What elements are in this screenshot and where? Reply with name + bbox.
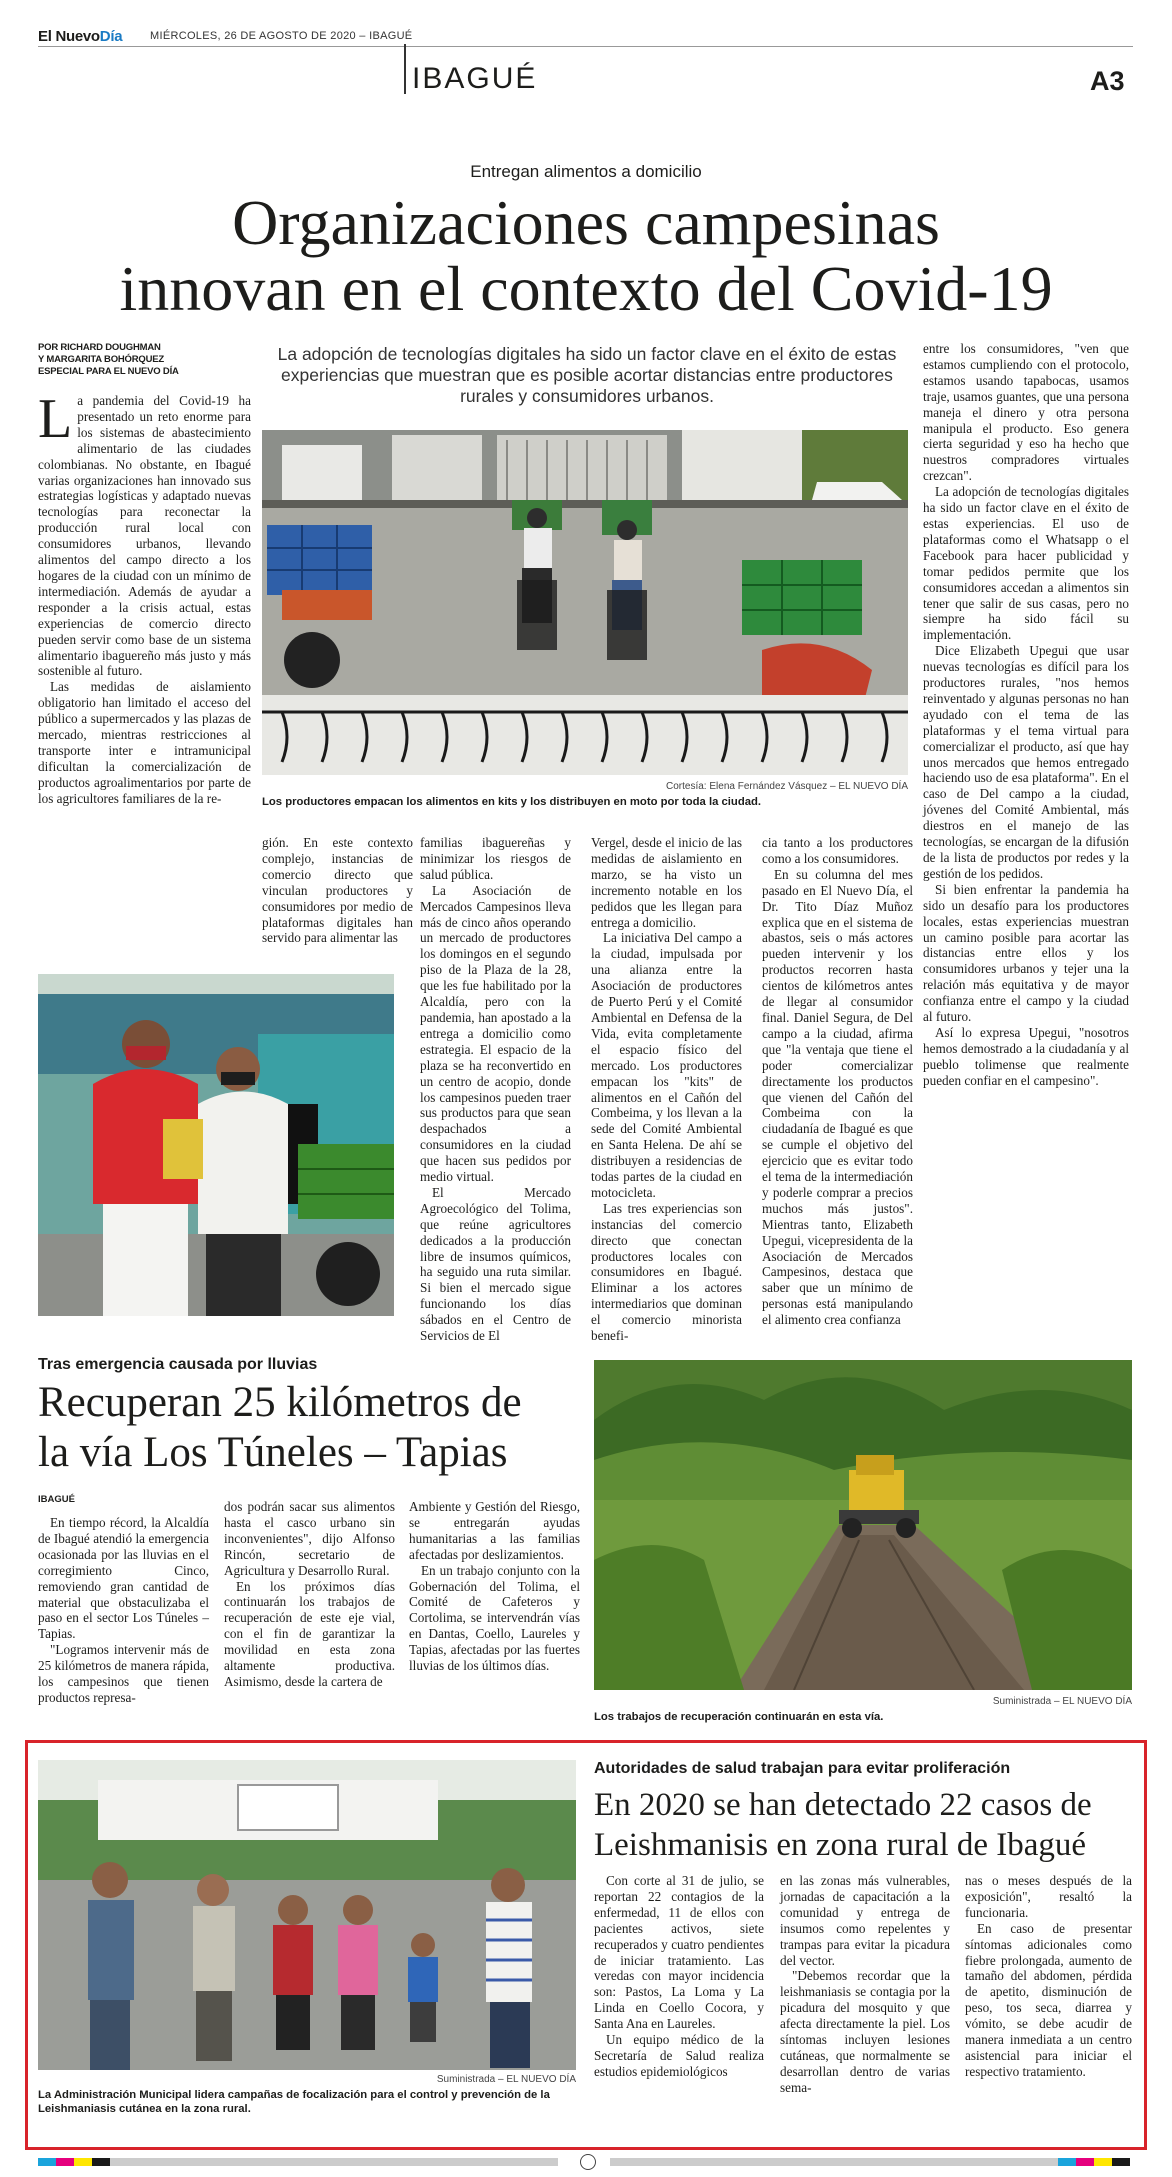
main-headline-line-1: Organizaciones campesinas	[232, 187, 940, 258]
main-deck: La adopción de tecnologías digitales ha sido un factor clave en el éxito de estas experiencias que muestran que es posible acortar distancias entre productores rurales y consumidores urbanos.	[277, 344, 897, 406]
road-photo-caption: Los trabajos de recuperación continuarán en esta vía.	[594, 1711, 884, 1723]
tunnels-byline: IBAGUÉ	[38, 1494, 75, 1505]
leish-column-1	[594, 1873, 764, 2080]
tunnels-kicker: Tras emergencia causada por lluvias	[38, 1356, 318, 1373]
main-headline	[30, 187, 1142, 324]
paragraph: cia tanto a los productores como a los consumidores.	[762, 835, 913, 866]
paragraph: El Mercado Agroecológico del Tolima, que reúne agricultores dedicados a la producción libre de insumos químicos, ha seguido una ruta similar. Si bien el mercado sigue funcionando los días sábados en el Centro de Servicios de El	[420, 1184, 571, 1344]
leish-column-3	[965, 1873, 1132, 2080]
paragraph: Vergel, desde el inicio de las medidas de aislamiento en marzo, se ha visto un incremento notable en los pedidos que les llegan para entrega a domicilio.	[591, 835, 742, 930]
main-column-6	[923, 341, 1129, 1089]
paragraph: Con corte al 31 de julio, se reportan 22 contagios de la enfermedad, 11 de ellos con pacientes activos, siete recuperados y cuatro pendientes de iniciar tratamiento. Las veredas con mayor incidencia son: Pastos, La Loma y La Linda en Coello Cocora, y Santa Ana en Laureles.	[594, 1873, 764, 2032]
paragraph: En los próximos días continuarán los trabajos de recuperación de este eje vial, con el fin de garantizar la movilidad en esta zona altamente productiva. Asimismo, desde la cartera de	[224, 1578, 395, 1689]
main-column-3	[420, 835, 571, 1344]
print-color-bar-left	[38, 2158, 558, 2166]
paragraph: "Debemos recordar que la leishmaniasis se contagia por la picadura del mosquito y que afecta directamente la piel. Los síntomas incluyen lesiones cutáneas, que normalmente se desarrollan dentro de varias sema-	[780, 1968, 950, 2095]
main-photo-caption: Los productores empacan los alimentos en kits y los distribuyen en moto por toda la ciudad.	[262, 796, 762, 808]
leish-column-2	[780, 1873, 950, 2096]
tunnels-headline-line-1: Recuperan 25 kilómetros de	[38, 1379, 522, 1426]
paragraph: "Logramos intervenir más de 25 kilómetros de manera rápida, los campesinos que tienen productos represa-	[38, 1642, 209, 1705]
paragraph: dos podrán sacar sus alimentos hasta el casco urbano sin inconvenientes", dijo Alfonso Rincón, secretario de Agricultura y Desarrollo Rural.	[224, 1499, 395, 1578]
leish-kicker: Autoridades de salud trabajan para evitar proliferación	[594, 1760, 1011, 1777]
paragraph: En tiempo récord, la Alcaldía de Ibagué atendió la emergencia ocasionada por las lluvias en el corregimiento Cinco, removiendo gran cantidad de material que obstaculizaba el paso en el sector Los Túneles – Tapias.	[38, 1515, 209, 1642]
main-headline-line-2: innovan en el contexto del Covid-19	[119, 253, 1053, 324]
paragraph: La iniciativa Del campo a la ciudad, impulsada por una alianza entre la Asociación de productores de Puerto Perú y el Comité Ambiental en Defensa de la Vida, evita completamente el espacio físico del mercado. Los productores empacan los "kits" de alimentos en el Cañón del Combeima, y los llevan a la sede del Comité Ambiental en Santa Helena. De ahí se distribuyen a residencias de todas partes de la ciudad en motocicleta.	[591, 930, 742, 1200]
paragraph: La adopción de tecnologías digitales ha sido un factor clave en el éxito de estas experiencias. El uso de plataformas como el Whatsapp o el Facebook para hacer publicidad y tomar pedidos permite que los consumidores accedan a alimentos sin tener que salir de sus casas, pero no siempre ha sido fácil su implementación.	[923, 484, 1129, 643]
paragraph: Si bien enfrentar la pandemia ha sido un desafío para los productores locales, estas experiencias muestran un camino posible para acortar las distancias entre ellos y los consumidores urbanos y tejer una la relación más equitativa y de mayor confianza entre el campo y la ciudad al futuro.	[923, 881, 1129, 1025]
paragraph: nas o meses después de la exposición", resaltó la funcionaria.	[965, 1873, 1132, 1920]
registration-mark-icon	[580, 2154, 596, 2170]
paragraph: a pandemia del Covid-19 ha presentado un reto enorme para los sistemas de abastecimiento alimentario de las ciudades colombianas. No obstante, en Ibagué varias organizaciones han innovado sus estrategias logísticas y adaptado nuevas tecnologías para reconectar la producción rural local con consumidores urbanos, llevando alimentos del campo directo a los hogares de la ciudad con un mínimo de intermediación. Además de ayudar a responder a la crisis actual, estas experiencias de comercio directo pueden servir como base de un sistema alimentario ibaguereño más justo y más sostenible al futuro.	[38, 393, 251, 679]
paragraph: Un equipo médico de la Secretaría de Salud realiza estudios epidemiológicos	[594, 2032, 764, 2079]
paragraph: Las tres experiencias son instancias del comercio directo que conectan productores locales con consumidores en Ibagué. Eliminar a los actores intermediarios que dominan el comercio minorista benefi-	[591, 1200, 742, 1344]
main-column-2	[262, 835, 413, 946]
section-title: IBAGUÉ	[412, 62, 538, 95]
health-photo-credit: Suministrada – EL NUEVO DÍA	[436, 2074, 576, 2085]
people-with-vegetables-image	[38, 974, 394, 1316]
drop-cap: L	[38, 388, 73, 450]
paragraph: En su columna del mes pasado en El Nuevo Día, el Dr. Tito Díaz Muñoz explica que en el sistema de abastos, seis o más actores pueden intervenir y los productos recorren hasta cientos de kilómetros antes de llegar al consumidor final. Daniel Segura, de Del campo a la ciudad, afirma que "la ventaja que tiene el poder comercializar directamente los productos que vienen del Cañón del Combeima con la ciudadanía de Ibagué es que se cumple el objetivo del ejercicio que es evitar todo el tema de la intermediación y poderle comprar a precios muchos más justos". Mientras tanto, Elizabeth Upegui, vicepresidenta de la Asociación de Mercados Campesinos, destaca que saber que un mínimo de personas está manipulando el alimento crea confianza	[762, 866, 913, 1328]
paragraph: La Asociación de Mercados Campesinos lleva más de cinco años operando un mercado de productores los domingos en el segundo piso de la Plaza de la 28, que les fue habilitado por la Alcaldía, pero con la pandemia, han apostado a la entrega a domicilio como estrategia. El espacio de la plaza se ha reconvertido en un centro de acopio, donde los campesinos pueden traer sus productos para que sean despachados a consumidores en la ciudad que hacen sus pedidos por medio virtual.	[420, 882, 571, 1185]
page-number: A3	[1090, 66, 1125, 96]
tunnels-column-3	[409, 1499, 580, 1674]
main-column-5	[762, 835, 913, 1328]
main-photo	[262, 430, 908, 775]
health-team-group-image	[38, 1760, 576, 2070]
byline-line-3: ESPECIAL PARA EL NUEVO DÍA	[38, 366, 179, 377]
byline-line-1: POR RICHARD DOUGHMAN	[38, 342, 161, 353]
paragraph: familias ibaguereñas y minimizar los riesgos de salud pública.	[420, 835, 571, 882]
motorcycle-delivery-image	[262, 430, 908, 775]
market-photo	[38, 974, 394, 1316]
section-divider	[404, 44, 406, 94]
tunnels-headline-line-2: la vía Los Túneles – Tapias	[38, 1429, 508, 1476]
brand-logo	[38, 28, 122, 45]
leish-headline-line-2: Leishmanisis en zona rural de Ibagué	[594, 1827, 1087, 1863]
paragraph: Así lo expresa Upegui, "nosotros hemos demostrado a la ciudadanía y al pueblo tolimense que realmente pueden confiar en el campesino".	[923, 1024, 1129, 1088]
main-column-4	[591, 835, 742, 1344]
dateline: MIÉRCOLES, 26 DE AGOSTO DE 2020 – IBAGUÉ	[150, 30, 413, 42]
main-kicker: Entregan alimentos a domicilio	[470, 162, 702, 181]
paragraph: En caso de presentar síntomas adicionales como fiebre prolongada, aumento de tamaño del abdomen, pérdida de apetito, disminución de peso, tos seca, diarrea y vómito, se debe acudir de manera inmediata a un centro asistencial para iniciar el respectivo tratamiento.	[965, 1920, 1132, 2079]
paragraph: en las zonas más vulnerables, jornadas de capacitación a la comunidad y entrega de insumos como repelentes y trampas para evitar la picadura del vector.	[780, 1873, 950, 1968]
road-grader-image	[594, 1360, 1132, 1690]
brand-name: El Nuevo	[38, 28, 100, 45]
paragraph: Dice Elizabeth Upegui que usar nuevas tecnologías es difícil para los productores rurales, "nos hemos reinventado y algunas personas no han ayudado con el tema de las plataformas y el tema virtual para comercializar el producto, así que hay unos mercados que hemos entregado haciendo uso de esa plataforma". En el caso de Del campo a la ciudad, jóvenes del Comité Ambiental, más diestros en el manejo de las tecnologías, se encargan de la difusión de la lista de productos por redes y la gestión de los pedidos.	[923, 643, 1129, 881]
leish-headline	[594, 1785, 1139, 1865]
top-rule	[38, 46, 1133, 47]
paragraph: Ambiente y Gestión del Riesgo, se entregarán ayudas humanitarias a las familias afectadas por deslizamientos.	[409, 1499, 580, 1562]
main-column-1	[38, 388, 251, 807]
tunnels-column-2	[224, 1499, 395, 1690]
tunnels-column-1	[38, 1515, 209, 1706]
leish-headline-line-1: En 2020 se han detectado 22 casos de	[594, 1787, 1092, 1823]
main-photo-credit: Cortesía: Elena Fernández Vásquez – EL NUEVO DÍA	[666, 781, 908, 792]
paragraph: En un trabajo conjunto con la Gobernación del Tolima, el Comité de Cafeteros y Cortolima, se intervendrán vías en Dantas, Coello, Laureles y Tapias, afectadas por las fuertes lluvias de los últimos días.	[409, 1562, 580, 1674]
main-byline	[38, 342, 258, 378]
road-photo	[594, 1360, 1132, 1690]
paragraph: Las medidas de aislamiento obligatorio han limitado el acceso del público a supermercados y las plazas de mercado, mientras restricciones al transporte inter e intramunicipal dificultan la comercialización de productos agroalimentarios por parte de los agricultores familiares de la re-	[38, 679, 251, 806]
paragraph: entre los consumidores, "ven que estamos cumpliendo con el protocolo, estamos usando tapabocas, usamos traje, usamos guantes, que una persona maneja el dinero y otra persona manipula el producto. Eso genera cierta seguridad y eso ha hecho que nuestros compradores virtuales crezcan".	[923, 341, 1129, 484]
brand-name-accent: Día	[99, 28, 123, 45]
road-photo-credit: Suministrada – EL NUEVO DÍA	[992, 1696, 1132, 1707]
health-team-photo	[38, 1760, 576, 2070]
print-color-bar-right	[610, 2158, 1130, 2166]
paragraph: gión. En este contexto complejo, instancias de comercio directo que vinculan productores y consumidores por medio de plataformas digitales han servido para alimentar las	[262, 835, 413, 946]
health-photo-caption: La Administración Municipal lidera campañas de focalización para el control y prevención de la Leishmaniasis cutánea en la zona rural.	[38, 2089, 550, 2115]
byline-line-2: Y MARGARITA BOHÓRQUEZ	[38, 354, 164, 365]
tunnels-headline	[38, 1378, 598, 1478]
